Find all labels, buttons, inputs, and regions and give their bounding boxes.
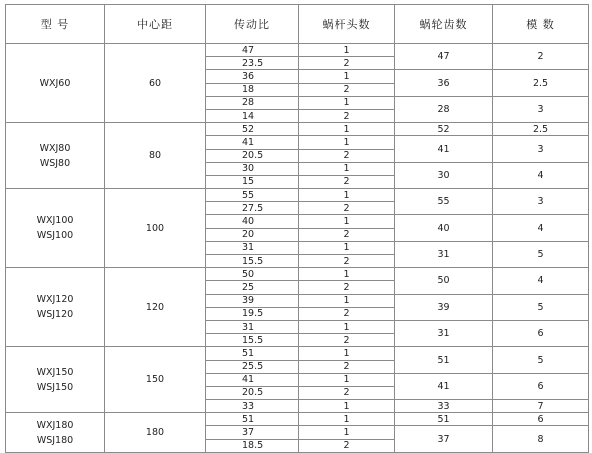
- worm-heads-cell: 1: [299, 123, 395, 136]
- wheel-teeth-cell: 41: [395, 136, 493, 162]
- worm-heads-cell: 1: [299, 189, 395, 202]
- ratio-cell: 15: [206, 175, 299, 188]
- ratio-cell: 30: [206, 162, 299, 175]
- ratio-cell: 37: [206, 426, 299, 439]
- ratio-cell: 33: [206, 400, 299, 413]
- wheel-teeth-cell: 31: [395, 241, 493, 267]
- model-name: WXJ180: [36, 419, 74, 431]
- ratio-cell: 15.5: [206, 255, 299, 268]
- header-ratio: 传动比: [206, 5, 299, 44]
- wheel-teeth-cell: 55: [395, 189, 493, 215]
- ratio-cell: 55: [206, 189, 299, 202]
- model-cell: [6, 413, 105, 453]
- ratio-cell: 23.5: [206, 57, 299, 70]
- worm-heads-cell: 1: [299, 426, 395, 439]
- header-wheel-teeth: 蜗轮齿数: [395, 5, 493, 44]
- table-body: [6, 44, 589, 453]
- ratio-cell: 52: [206, 123, 299, 136]
- model-name: WSJ80: [39, 157, 71, 169]
- table-row: [6, 347, 589, 360]
- module-cell: 4: [493, 268, 589, 294]
- table-row: [6, 189, 589, 202]
- ratio-cell: 41: [206, 136, 299, 149]
- worm-heads-cell: 2: [299, 175, 395, 188]
- worm-heads-cell: 2: [299, 334, 395, 347]
- model-name: WXJ120: [36, 294, 74, 306]
- center-distance-cell: 150: [105, 347, 206, 413]
- worm-gear-spec-table: [5, 4, 589, 453]
- worm-heads-cell: 2: [299, 228, 395, 241]
- module-cell: 2.5: [493, 70, 589, 96]
- module-cell: 5: [493, 241, 589, 267]
- header-center-distance: 中心距: [105, 5, 206, 44]
- model-cell: [6, 44, 105, 123]
- ratio-cell: 27.5: [206, 202, 299, 215]
- wheel-teeth-cell: 52: [395, 123, 493, 136]
- worm-heads-cell: 2: [299, 149, 395, 162]
- worm-heads-cell: 2: [299, 109, 395, 122]
- header-model: 型 号: [6, 5, 105, 44]
- wheel-teeth-cell: 50: [395, 268, 493, 294]
- worm-heads-cell: 1: [299, 400, 395, 413]
- wheel-teeth-cell: 47: [395, 44, 493, 70]
- model-cell: [6, 123, 105, 189]
- worm-heads-cell: 1: [299, 241, 395, 254]
- wheel-teeth-cell: 30: [395, 162, 493, 188]
- model-cell: [6, 189, 105, 268]
- ratio-cell: 40: [206, 215, 299, 228]
- model-name: WSJ180: [36, 434, 74, 446]
- ratio-cell: 41: [206, 373, 299, 386]
- ratio-cell: 51: [206, 347, 299, 360]
- worm-heads-cell: 2: [299, 202, 395, 215]
- model-name: WXJ80: [39, 142, 71, 154]
- wheel-teeth-cell: 51: [395, 413, 493, 426]
- worm-heads-cell: 2: [299, 57, 395, 70]
- worm-heads-cell: 2: [299, 281, 395, 294]
- model-name: WSJ100: [36, 230, 74, 242]
- model-name: WXJ100: [36, 215, 74, 227]
- worm-heads-cell: 1: [299, 215, 395, 228]
- wheel-teeth-cell: 31: [395, 320, 493, 346]
- module-cell: 4: [493, 215, 589, 241]
- module-cell: 6: [493, 373, 589, 399]
- worm-heads-cell: 1: [299, 70, 395, 83]
- ratio-cell: 31: [206, 241, 299, 254]
- worm-heads-cell: 1: [299, 320, 395, 333]
- wheel-teeth-cell: 28: [395, 96, 493, 122]
- model-name: WXJ60: [39, 77, 71, 89]
- wheel-teeth-cell: 51: [395, 347, 493, 373]
- worm-heads-cell: 1: [299, 162, 395, 175]
- worm-heads-cell: 1: [299, 96, 395, 109]
- ratio-cell: 28: [206, 96, 299, 109]
- module-cell: 6: [493, 320, 589, 346]
- ratio-cell: 25.5: [206, 360, 299, 373]
- model-cell: [6, 347, 105, 413]
- worm-heads-cell: 2: [299, 386, 395, 399]
- ratio-cell: 20.5: [206, 386, 299, 399]
- wheel-teeth-cell: 37: [395, 426, 493, 452]
- worm-heads-cell: 1: [299, 44, 395, 57]
- module-cell: 2: [493, 44, 589, 70]
- ratio-cell: 15.5: [206, 334, 299, 347]
- worm-heads-cell: 1: [299, 347, 395, 360]
- center-distance-cell: 80: [105, 123, 206, 189]
- module-cell: 3: [493, 136, 589, 162]
- wheel-teeth-cell: 41: [395, 373, 493, 399]
- ratio-cell: 50: [206, 268, 299, 281]
- model-name: WSJ120: [36, 309, 74, 321]
- worm-heads-cell: 2: [299, 439, 395, 452]
- model-name: WSJ150: [36, 381, 74, 393]
- ratio-cell: 31: [206, 320, 299, 333]
- table-row: [6, 413, 589, 426]
- model-cell: [6, 268, 105, 347]
- table-row: [6, 44, 589, 57]
- table-row: [6, 123, 589, 136]
- worm-heads-cell: 1: [299, 136, 395, 149]
- model-name: WXJ150: [36, 366, 74, 378]
- ratio-cell: 19.5: [206, 307, 299, 320]
- module-cell: 5: [493, 347, 589, 373]
- worm-heads-cell: 1: [299, 373, 395, 386]
- worm-heads-cell: 2: [299, 83, 395, 96]
- worm-heads-cell: 1: [299, 268, 395, 281]
- module-cell: 4: [493, 162, 589, 188]
- module-cell: 3: [493, 189, 589, 215]
- wheel-teeth-cell: 33: [395, 400, 493, 413]
- ratio-cell: 20.5: [206, 149, 299, 162]
- ratio-cell: 14: [206, 109, 299, 122]
- ratio-cell: 18.5: [206, 439, 299, 452]
- center-distance-cell: 180: [105, 413, 206, 453]
- header-row: [6, 5, 589, 44]
- center-distance-cell: 60: [105, 44, 206, 123]
- center-distance-cell: 100: [105, 189, 206, 268]
- module-cell: 7: [493, 400, 589, 413]
- header-worm-heads: 蜗杆头数: [299, 5, 395, 44]
- module-cell: 8: [493, 426, 589, 452]
- module-cell: 3: [493, 96, 589, 122]
- module-cell: 5: [493, 294, 589, 320]
- worm-heads-cell: 2: [299, 255, 395, 268]
- ratio-cell: 51: [206, 413, 299, 426]
- wheel-teeth-cell: 39: [395, 294, 493, 320]
- center-distance-cell: 120: [105, 268, 206, 347]
- module-cell: 2.5: [493, 123, 589, 136]
- worm-heads-cell: 2: [299, 360, 395, 373]
- ratio-cell: 47: [206, 44, 299, 57]
- ratio-cell: 36: [206, 70, 299, 83]
- worm-heads-cell: 1: [299, 413, 395, 426]
- ratio-cell: 18: [206, 83, 299, 96]
- ratio-cell: 39: [206, 294, 299, 307]
- ratio-cell: 25: [206, 281, 299, 294]
- worm-heads-cell: 1: [299, 294, 395, 307]
- module-cell: 6: [493, 413, 589, 426]
- table-row: [6, 268, 589, 281]
- wheel-teeth-cell: 40: [395, 215, 493, 241]
- header-module: 模 数: [493, 5, 589, 44]
- worm-heads-cell: 2: [299, 307, 395, 320]
- ratio-cell: 20: [206, 228, 299, 241]
- wheel-teeth-cell: 36: [395, 70, 493, 96]
